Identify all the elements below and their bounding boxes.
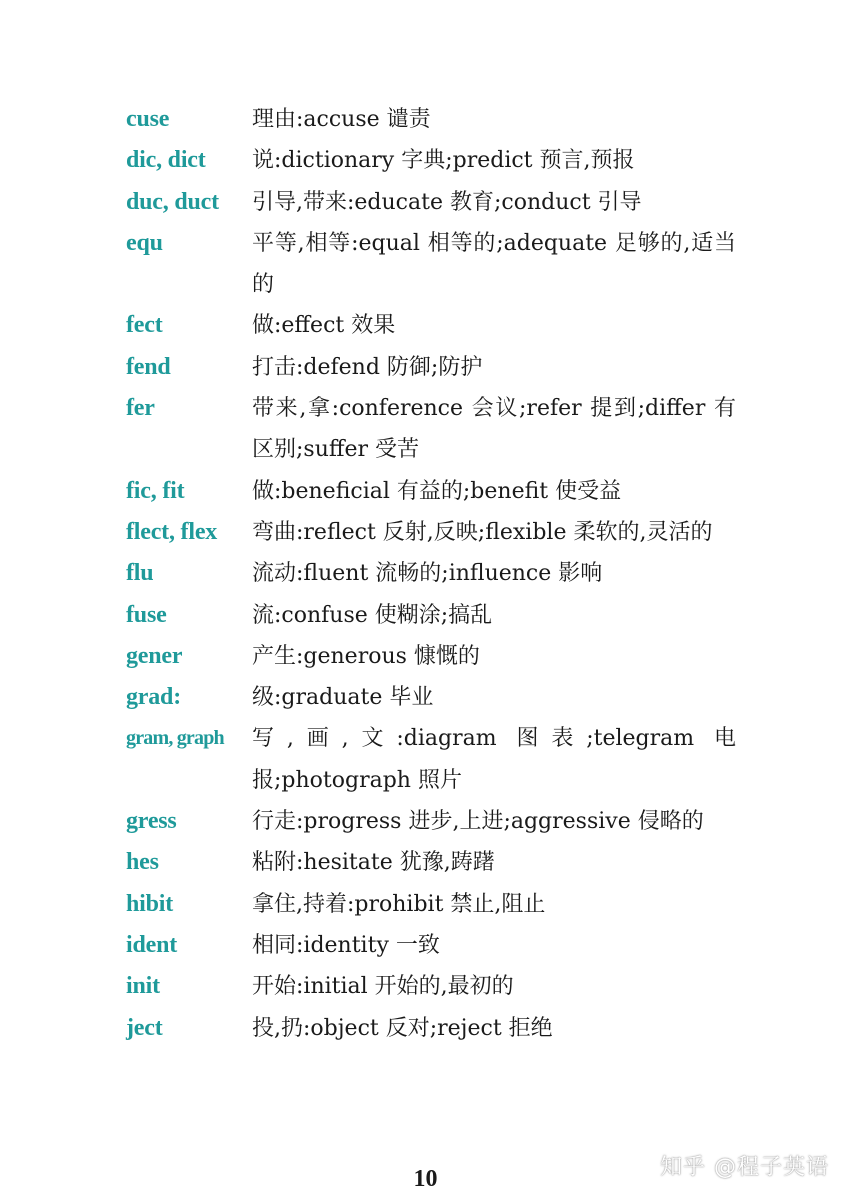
word-root: fend (126, 353, 171, 380)
word-root: grad: (126, 684, 181, 711)
entry-fic-fit (126, 471, 736, 512)
root-definition: 做:effect 效果 (252, 313, 396, 339)
entry-gener (126, 636, 736, 677)
entry-fuse (126, 595, 736, 636)
word-root: gress (126, 808, 177, 835)
word-root: fuse (126, 601, 167, 628)
root-definition: 说:dictionary 字典;predict 预言,预报 (252, 148, 635, 174)
entry-gram-graph (126, 718, 736, 801)
entry-hes (126, 842, 736, 883)
entry-ject (126, 1008, 736, 1049)
root-definition: 开始:initial 开始的,最初的 (252, 974, 514, 1000)
root-definition: 弯曲:reflect 反射,反映;flexible 柔软的,灵活的 (252, 519, 713, 545)
root-definition: 相同:identity 一致 (252, 932, 440, 958)
word-root: fer (126, 395, 155, 422)
entry-fend (126, 347, 736, 388)
entry-cuse (126, 99, 736, 140)
watermark: 知乎 @程子英语 (660, 1155, 829, 1180)
entry-fer (126, 388, 736, 471)
word-root: hes (126, 849, 159, 876)
entry-init (126, 966, 736, 1007)
entry-ident (126, 925, 736, 966)
word-root: equ (126, 229, 163, 256)
word-root: fect (126, 312, 163, 339)
entry-flect-flex (126, 512, 736, 553)
word-root-list (126, 99, 736, 1049)
root-definition: 引导,带来:educate 教育;conduct 引导 (252, 189, 642, 215)
root-definition: 写,画,文:diagram 图表;telegram 电报;photograph 照片 (252, 726, 736, 793)
root-definition: 流动:fluent 流畅的;influence 影响 (252, 561, 603, 587)
entry-duc-duct (126, 182, 736, 223)
root-definition: 理由:accuse 谴责 (252, 107, 431, 132)
word-root: gener (126, 642, 183, 669)
root-definition: 粘附:hesitate 犹豫,踌躇 (252, 850, 495, 876)
root-definition: 拿住,持着:prohibit 禁止,阻止 (252, 891, 546, 917)
entry-gress (126, 801, 736, 842)
word-root: ject (126, 1014, 163, 1041)
word-root: fic, fit (126, 477, 185, 504)
word-root: cuse (126, 106, 170, 132)
root-definition: 投,扔:object 反对;reject 拒绝 (252, 1015, 553, 1041)
entry-flu (126, 553, 736, 594)
root-definition: 产生:generous 慷慨的 (252, 643, 480, 669)
entry-grad (126, 677, 736, 718)
word-root: hibit (126, 890, 174, 917)
entry-hibit (126, 884, 736, 925)
entry-dic-dict (126, 140, 736, 181)
word-root: dic, dict (126, 147, 206, 174)
word-root: duc, duct (126, 188, 219, 215)
root-definition: 行走:progress 进步,上进;aggressive 侵略的 (252, 809, 704, 835)
word-root: init (126, 973, 160, 1000)
entry-equ (126, 223, 736, 306)
root-definition: 带来,拿:conference 会议;refer 提到;differ 有区别;suffer 受苦 (252, 396, 736, 463)
word-root: flect, flex (126, 518, 218, 545)
word-root: gram, graph (126, 727, 224, 750)
word-root: flu (126, 560, 154, 587)
entry-fect (126, 305, 736, 346)
root-definition: 流:confuse 使糊涂;搞乱 (252, 602, 493, 628)
root-definition: 级:graduate 毕业 (252, 685, 434, 711)
root-definition: 平等,相等:equal 相等的;adequate 足够的,适当的 (252, 230, 736, 298)
page-number: 10 (413, 1166, 438, 1192)
word-root: ident (126, 931, 178, 958)
root-definition: 打击:defend 防御;防护 (252, 354, 483, 380)
root-definition: 做:beneficial 有益的;benefit 使受益 (252, 478, 622, 504)
